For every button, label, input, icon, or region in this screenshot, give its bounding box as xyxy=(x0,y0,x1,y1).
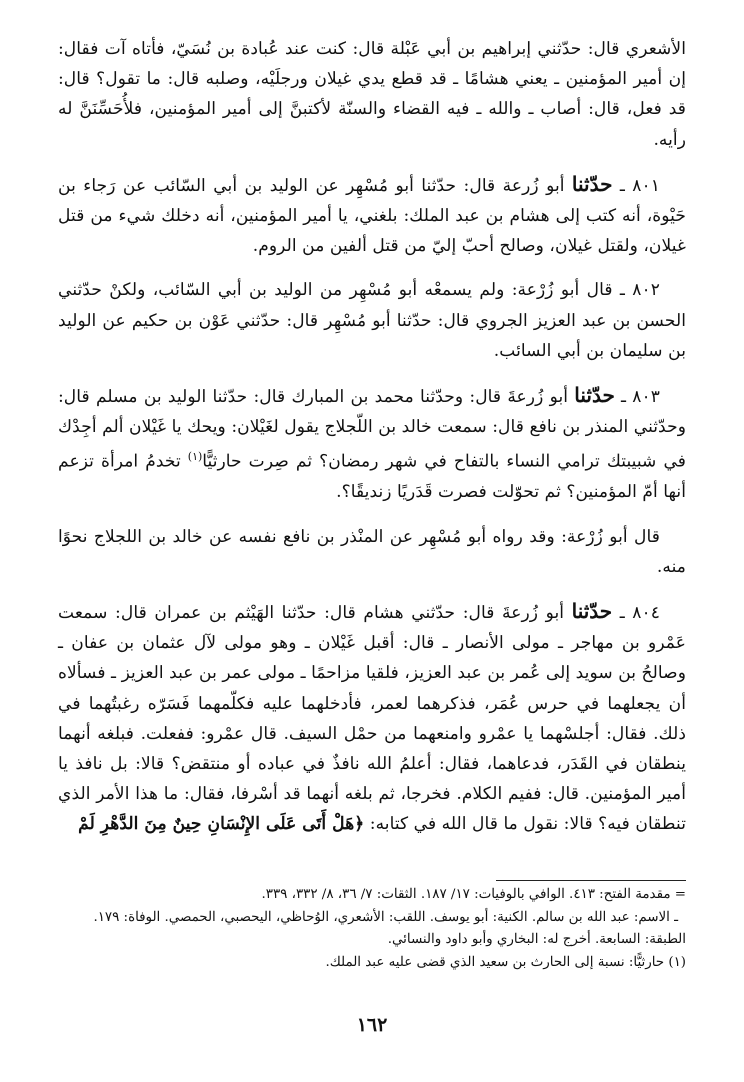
text-segment: الأشعري قال: حدّثني إبراهيم بن أبي عَبْلة قال: كنت عند عُبادة بن نُسَيّ، فأتاه آت فقال: إن أمير المؤمنين ـ يعني هشامًا ـ قد قطع يدي غيلان ورجلَيْه، وصلبه قال: ما تقول؟ قال: قد فعل، قال: أصاب ـ والله ـ فيه القضاء والسنّة لأكتبنَّ إلى أمير المؤمنين، فلأُحَسِّنَنَّ له رأيه. xyxy=(58,39,686,150)
paragraph-continuation xyxy=(58,34,686,155)
footnote-1: (١) حارثيًّا: نسبة إلى الحارث بن سعيد الذي قضى عليه عبد الملك. xyxy=(325,954,686,970)
main-text xyxy=(58,34,686,840)
text-segment: أبو زُرعةَ قال: وحدّثنا محمد بن المبارك قال: حدّثنا الوليد بن مسلم قال: وحدّثني المنذر بن نافع قال: سمعت خالد بن اللّجلاج يقول لغَيْلان: ويحك يا غَيْلان ألم أجِدْك في شبيبتك ترامي النساء بالتفاح في شهر رمضان؟ ثم صِرت حارثيًّا xyxy=(58,387,686,473)
text-segment: ٨٠١ ـ xyxy=(612,175,660,196)
footnotes xyxy=(58,884,686,974)
footnote-continuation: = مقدمة الفتح: ٤١٣. الوافي بالوفيات: ١٧/ ١٨٧. الثقات: ٧/ ٣٦، ٨/ ٣٣٢، ٣٣٩. xyxy=(261,887,686,902)
haddathana-keyword: حدّثنا xyxy=(571,598,613,623)
text-segment: ٨٠٢ ـ قال أبو زُرْعة: ولم يسمعْه أبو مُسْهِر من الوليد بن أبي السّائب، ولكنْ حدّثني الحسن بن عبد العزيز الجروي قال: حدّثنا أبو مُسْهِر قال: حدّثني عَوْن بن حكيم عن الوليد بن سليمان بن أبي السائب. xyxy=(58,280,686,361)
footnote-ref: (١) xyxy=(187,450,203,464)
text-segment: ٨٠٤ ـ xyxy=(612,602,660,623)
text-segment: ٨٠٣ ـ xyxy=(614,387,660,408)
text-segment: أبو زُرعةَ قال: حدّثني هشام قال: حدّثنا الهَيْثم بن عمران قال: سمعت عَمْرو بن مهاجر ـ مولى الأنصار ـ قال: أقبل غَيْلان ـ وهو مولى لآل عثمان بن عفان ـ وصالحُ بن سويد إلى عُمر بن عبد العزيز، فلقيا مزاحمًا ـ مولى عمر بن عبد العزيز ـ فسألاه أن يجعلهما في حرس عُمَر، فذكرهما لعمر، فأدخلهما عليه فكلّمهما فَسَرّه رغبتُهما في ذلك. فقال: أجلسْهما يا عمْرو وامنعهما من حمْل السيف. قال عمْرو: ففعلت. فبلغه أنهما ينطقان في القَدَر، فدعاهما، فقال: أعلمُ الله نافذٌ في عباده أو منتقض؟ قالا: بل نافذ يا أمير المؤمنين. قال: ففيم الكلام. فخرجا، ثم بلغه أنهما قد أسْرفا، فقال: ما هذا الأمر الذي تنطقان فيه؟ قالا: نقول ما قال الله في كتابه: xyxy=(58,602,686,835)
hadith-803 xyxy=(58,380,686,508)
text-segment: تخدمُ امرأة تزعم أنها أمّ المؤمنين؟ ثم تحوّلت فصرت قَدَريًا زنديقًا؟. xyxy=(58,452,686,503)
footnote-separator xyxy=(496,880,686,881)
haddathana-keyword: حدّثنا xyxy=(574,383,615,408)
haddathana-keyword: حدّثنا xyxy=(571,171,613,196)
quran-verse: ﴿هَلْ أَتَى عَلَى الإِنْسَانِ حِينٌ مِنَ الدَّهْرِ لَمْ xyxy=(78,814,365,835)
hadith-802 xyxy=(58,275,686,366)
text-segment: قال أبو زُرْعة: وقد رواه أبو مُسْهِر عن المنْذر بن نافع نفسه عن خالد بن اللجلاج نحوًا منه. xyxy=(58,526,686,577)
hadith-801 xyxy=(58,169,686,262)
page-number: ١٦٢ xyxy=(356,1014,388,1036)
hadith-804 xyxy=(58,596,686,840)
note-abu-zura xyxy=(58,522,686,582)
text-segment: أبو زُرعة قال: حدّثنا أبو مُسْهِر عن الوليد بن أبي السّائب عن رَجاء بن حَيْوة، أنه كتب إلى هشام بن عبد الملك: بلغني، يا أمير المؤمنين، أنه دخلك شيء من قتل غيلان، ولقتل غيلان، وصالح أحبّ إليّ من قتل ألفين من الروم. xyxy=(58,175,686,257)
footnote-narrator-info: ـ الاسم: عبد الله بن سالم. الكنية: أبو يوسف. اللقب: الأشعري، الوُحاظي، اليحصبي، الحمصي. الوفاة: ١٧٩. الطبقة: السابعة. أخرج له: البخاري وأبو داود والنسائي. xyxy=(93,909,686,947)
